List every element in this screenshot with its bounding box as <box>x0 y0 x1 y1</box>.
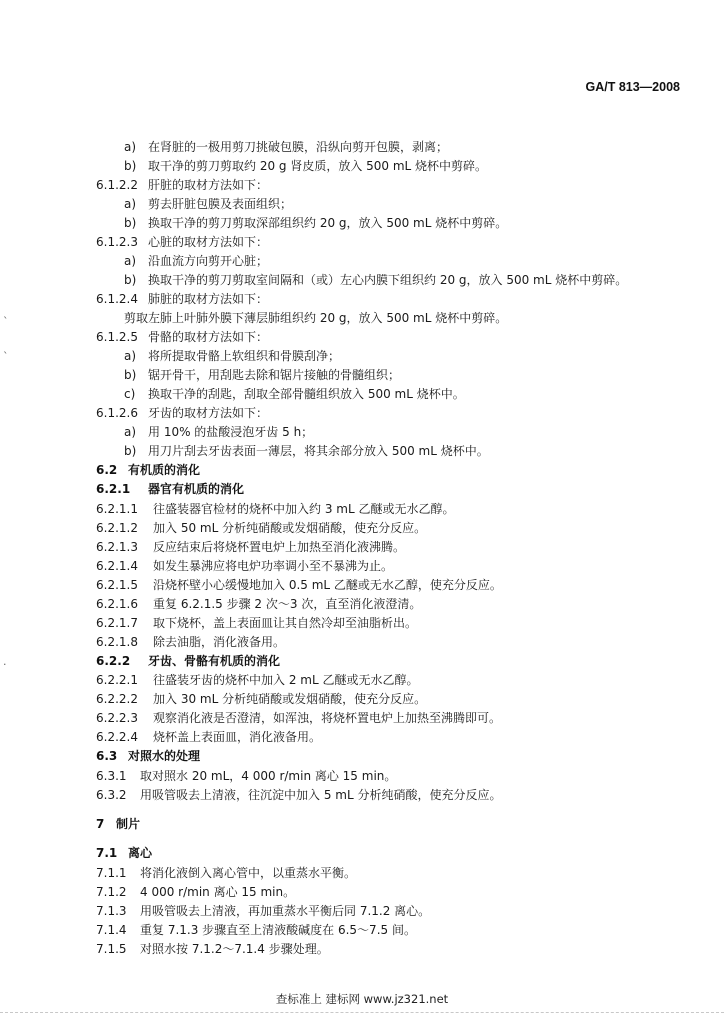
clause-number: a) <box>124 425 137 439</box>
clause-text: 往盛装牙齿的烧杯中加入 2 mL 乙醚或无水乙醇。 <box>153 673 419 687</box>
clause-text: 如发生暴沸应将电炉功率调小至不暴沸为止。 <box>153 559 394 573</box>
clause-number: 7.1.5 <box>96 942 127 956</box>
clause-text: 取干净的剪刀剪取约 20 g 肾皮质，放入 500 mL 烧杯中剪碎。 <box>148 159 488 173</box>
clause-text: 用吸管吸去上清液，往沉淀中加入 5 mL 分析纯硝酸，使充分反应。 <box>140 788 502 802</box>
clause-text: 器官有机质的消化 <box>148 482 245 496</box>
clause-text: 肺脏的取材方法如下： <box>148 292 269 306</box>
clause-number: 6.2.1 <box>96 482 131 496</box>
clause-number: 6.2.2.4 <box>96 730 138 744</box>
clause-text: 锯开骨干，用刮匙去除和锯片接触的骨髓组织； <box>148 368 401 382</box>
clause-number: 6.2.1.7 <box>96 616 138 630</box>
clause-text: 心脏的取材方法如下： <box>148 235 269 249</box>
clause-number: 7.1.4 <box>96 923 127 937</box>
clause-text: 用刀片刮去牙齿表面一薄层，将其余部分放入 500 mL 烧杯中。 <box>148 444 489 458</box>
clause-number: a) <box>124 349 137 363</box>
clause-text: 重复 7.1.3 步骤直至上清液酸碱度在 6.5～7.5 间。 <box>140 923 416 937</box>
clause-text: 对照水的处理 <box>128 749 201 763</box>
clause-number: 6.2.2.3 <box>96 711 138 725</box>
clause-text: 用 10% 的盐酸浸泡牙齿 5 h； <box>148 425 314 439</box>
clause-text: 除去油脂，消化液备用。 <box>153 635 286 649</box>
clause-text: 离心 <box>128 846 153 860</box>
clause-text: 4 000 r/min 离心 15 min。 <box>140 885 296 899</box>
page-bottom-divider <box>0 1012 724 1013</box>
clause-text: 骨骼的取材方法如下： <box>148 330 269 344</box>
clause-number: 6.2.2.1 <box>96 673 138 687</box>
clause-number: a) <box>124 140 137 154</box>
clause-number: 6.2.1.8 <box>96 635 138 649</box>
clause-number: 6.2.2 <box>96 654 131 668</box>
clause-text: 往盛装器官检材的烧杯中加入约 3 mL 乙醚或无水乙醇。 <box>153 502 455 516</box>
clause-text: 沿血流方向剪开心脏； <box>148 254 269 268</box>
clause-text: 用吸管吸去上清液，再加重蒸水平衡后同 7.1.2 离心。 <box>140 904 431 918</box>
clause-number: b) <box>124 216 137 230</box>
clause-number: b) <box>124 444 137 458</box>
clause-text: 取下烧杯，盖上表面皿让其自然冷却至油脂析出。 <box>153 616 418 630</box>
clause-text: 对照水按 7.1.2～7.1.4 步骤处理。 <box>140 942 329 956</box>
clause-number: 6.2.1.5 <box>96 578 138 592</box>
clause-number: 6.1.2.5 <box>96 330 138 344</box>
clause-number: 7 <box>96 817 105 831</box>
clause-number: 6.3 <box>96 749 118 763</box>
margin-mark: · <box>3 658 7 671</box>
clause-text: 肝脏的取材方法如下： <box>148 178 269 192</box>
clause-number: 6.2.1.1 <box>96 502 138 516</box>
clause-number: 7.1.2 <box>96 885 127 899</box>
clause-text: 换取干净的剪刀剪取室间隔和（或）左心内膜下组织约 20 g，放入 500 mL 烧杯中剪碎。 <box>148 273 628 287</box>
margin-mark: ` <box>3 315 9 328</box>
clause-text: 反应结束后将烧杯置电炉上加热至消化液沸腾。 <box>153 540 406 554</box>
clause-text: 加入 50 mL 分析纯硝酸或发烟硝酸，使充分反应。 <box>153 521 427 535</box>
clause-text: 换取干净的剪刀剪取深部组织约 20 g，放入 500 mL 烧杯中剪碎。 <box>148 216 508 230</box>
clause-text: 沿烧杯壁小心缓慢地加入 0.5 mL 乙醚或无水乙醇，使充分反应。 <box>153 578 502 592</box>
clause-number: 6.2.1.3 <box>96 540 138 554</box>
clause-text: 有机质的消化 <box>128 463 201 477</box>
clause-number: c) <box>124 387 136 401</box>
clause-number: 6.2.1.2 <box>96 521 138 535</box>
clause-text: 将所提取骨骼上软组织和骨膜刮净； <box>148 349 341 363</box>
clause-text: 剪去肝脏包膜及表面组织； <box>148 197 293 211</box>
clause-number: 6.1.2.6 <box>96 406 138 420</box>
clause-number: b) <box>124 273 137 287</box>
clause-number: 6.1.2.3 <box>96 235 138 249</box>
clause-number: b) <box>124 159 137 173</box>
clause-text: 加入 30 mL 分析纯硝酸或发烟硝酸，使充分反应。 <box>153 692 427 706</box>
clause-text: 在肾脏的一极用剪刀挑破包膜，沿纵向剪开包膜，剥离； <box>148 140 449 154</box>
clause-text: 取对照水 20 mL，4 000 r/min 离心 15 min。 <box>140 769 397 783</box>
margin-mark: ` <box>3 350 9 363</box>
clause-text: 牙齿的取材方法如下： <box>148 406 269 420</box>
clause-number: a) <box>124 254 137 268</box>
clause-number: 6.3.2 <box>96 788 127 802</box>
clause-text: 牙齿、骨骼有机质的消化 <box>148 654 281 668</box>
standard-code: GA/T 813—2008 <box>585 80 680 94</box>
clause-number: 6.2.2.2 <box>96 692 138 706</box>
clause-text: 制片 <box>116 817 141 831</box>
clause-number: 6.1.2.2 <box>96 178 138 192</box>
clause-text: 烧杯盖上表面皿，消化液备用。 <box>153 730 322 744</box>
clause-number: 6.1.2.4 <box>96 292 138 306</box>
clause-number: 6.3.1 <box>96 769 127 783</box>
clause-text: 将消化液倒入离心管中，以重蒸水平衡。 <box>140 866 357 880</box>
clause-number: b) <box>124 368 137 382</box>
clause-text: 换取干净的刮匙，刮取全部骨髓组织放入 500 mL 烧杯中。 <box>148 387 465 401</box>
clause-text: 观察消化液是否澄清，如浑浊，将烧杯置电炉上加热至沸腾即可。 <box>153 711 502 725</box>
footer-watermark: 查标准上 建标网 www.jz321.net <box>275 992 449 1006</box>
clause-number: 7.1.1 <box>96 866 127 880</box>
clause-text: 剪取左肺上叶肺外膜下薄层肺组织约 20 g，放入 500 mL 烧杯中剪碎。 <box>124 311 508 325</box>
clause-number: 6.2.1.6 <box>96 597 138 611</box>
clause-number: 7.1.3 <box>96 904 127 918</box>
clause-number: 7.1 <box>96 846 118 860</box>
clause-number: a) <box>124 197 137 211</box>
clause-number: 6.2 <box>96 463 118 477</box>
clause-text: 重复 6.2.1.5 步骤 2 次～3 次，直至消化液澄清。 <box>153 597 422 611</box>
clause-number: 6.2.1.4 <box>96 559 138 573</box>
